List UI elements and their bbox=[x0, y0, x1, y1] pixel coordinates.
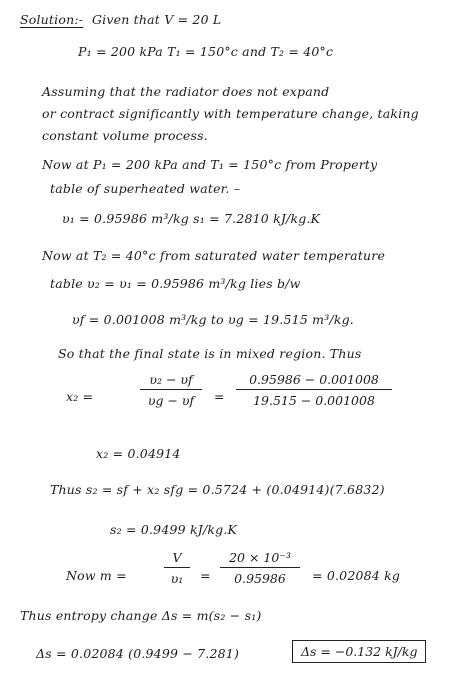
mass-numerator-numeric: 20 × 10⁻³ bbox=[229, 550, 291, 565]
quality-denominator-numeric: 19.515 − 0.001008 bbox=[253, 393, 375, 408]
quality-result: x₂ = 0.04914 bbox=[96, 446, 181, 461]
mass-result: = 0.02084 kg bbox=[312, 568, 401, 583]
quality-fraction-symbolic bbox=[140, 372, 202, 408]
state1-table-ref: table of superheated water. – bbox=[50, 181, 241, 196]
quality-equals: = bbox=[214, 389, 225, 404]
solution-heading: Solution:- bbox=[20, 12, 84, 27]
assumption-line-2: or contract significantly with temperature change, taking bbox=[42, 106, 419, 121]
entropy-state2-equation: Thus s₂ = sf + x₂ sfg = 0.5724 + (0.04914)(7.6832) bbox=[50, 482, 385, 497]
quality-lhs: x₂ = bbox=[66, 389, 94, 404]
entropy-change-definition: Thus entropy change Δs = m(s₂ − s₁) bbox=[20, 608, 262, 623]
mass-fraction-numeric bbox=[220, 550, 300, 586]
state2-specific-volume: table υ₂ = υ₁ = 0.95986 m³/kg lies b/w bbox=[50, 276, 301, 291]
assumption-line-3: constant volume process. bbox=[42, 128, 208, 143]
mass-equals: = bbox=[200, 568, 211, 583]
entropy-state2-result: s₂ = 0.9499 kJ/kg.K bbox=[110, 522, 238, 537]
quality-fraction-numeric bbox=[236, 372, 392, 408]
quality-numerator-numeric: 0.95986 − 0.001008 bbox=[249, 372, 379, 387]
entropy-change-substitution: Δs = 0.02084 (0.9499 − 7.281) bbox=[36, 646, 240, 661]
saturation-volumes: υf = 0.001008 m³/kg to υg = 19.515 m³/kg. bbox=[72, 312, 354, 327]
mass-fraction-symbolic bbox=[164, 550, 190, 586]
final-answer-box: Δs = −0.132 kJ/kg bbox=[292, 640, 426, 663]
quality-numerator: υ₂ − υf bbox=[149, 372, 193, 387]
state2-intro: Now at T₂ = 40°c from saturated water temperature bbox=[42, 248, 386, 263]
mass-numerator: V bbox=[172, 550, 182, 565]
assumption-line-1: Assuming that the radiator does not expand bbox=[42, 84, 330, 99]
given-pressure-temperatures: P₁ = 200 kPa T₁ = 150°c and T₂ = 40°c bbox=[78, 44, 334, 59]
given-volume: Given that V = 20 L bbox=[92, 12, 222, 27]
mass-denominator-numeric: 0.95986 bbox=[234, 571, 286, 586]
mixed-region-statement: So that the final state is in mixed region. Thus bbox=[58, 346, 362, 361]
state1-values: υ₁ = 0.95986 m³/kg s₁ = 7.2810 kJ/kg.K bbox=[62, 211, 321, 226]
quality-denominator: υg − υf bbox=[147, 393, 195, 408]
mass-lhs: Now m = bbox=[66, 568, 127, 583]
state1-intro: Now at P₁ = 200 kPa and T₁ = 150°c from Property bbox=[42, 157, 378, 172]
mass-denominator: υ₁ bbox=[170, 571, 184, 586]
